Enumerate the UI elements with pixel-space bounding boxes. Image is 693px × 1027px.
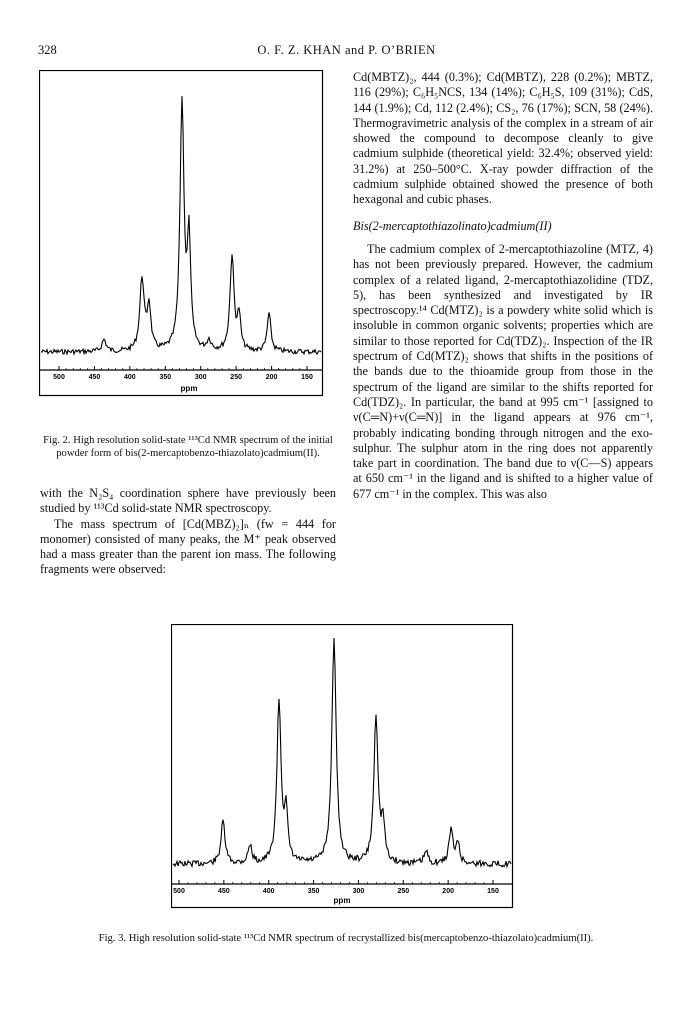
figure-3-tick-label: 200 (442, 888, 454, 895)
left-column (40, 486, 336, 578)
left-paragraph-1: with the N₂S₄ coordination sphere have previously been studied by ¹¹³Cd solid-state NMR spectroscopy. (40, 486, 336, 516)
figure-2-tick-label: 250 (230, 374, 242, 381)
figure-3-frame (172, 625, 513, 908)
figure-3-tick-label: 150 (487, 888, 499, 895)
figure-3-trace (173, 638, 511, 867)
figure-3-axis-label: ppm (333, 896, 351, 905)
figure-2-tick-label: 450 (88, 374, 101, 381)
figure-3-caption: Fig. 3. High resolution solid-state ¹¹³Cd NMR spectrum of recrystallized bis(mercaptobenzo-thiazolato)cadmium(II). (98, 933, 594, 944)
figure-2-tick-label: 150 (301, 374, 313, 381)
section-title: Bis(2-mercaptothiazolinato)cadmium(II) (353, 218, 552, 233)
figure-3-spectrum (171, 624, 515, 914)
figure-3 (171, 624, 515, 914)
figure-3-tick-label: 400 (262, 888, 275, 895)
running-title: O. F. Z. KHAN and P. O’BRIEN (257, 43, 436, 57)
figure-2-tick-label: 200 (265, 374, 278, 381)
figure-2-spectrum (39, 70, 335, 400)
figure-3-tick-label: 350 (307, 888, 320, 895)
figure-2-tick-label: 400 (124, 374, 136, 381)
figure-2-caption: Fig. 2. High resolution solid-state ¹¹³Cd NMR spectrum of the initial powder form of bis(2-mercaptobenzo-thiazolato)cadmium(II). (43, 435, 333, 459)
figure-2-axis-label: ppm (180, 384, 198, 393)
figure-3-tick-label: 300 (352, 888, 365, 895)
page-number: 328 (38, 43, 57, 57)
right-paragraph-2: The cadmium complex of 2-mercaptothiazoline (MTZ, 4) has not been previously prepared. However, the cadmium complex of a related ligand, 2-mercaptothiazolidine (TDZ, 5), has been synthesized and investigated by IR spectroscopy.¹⁴ Cd(MTZ)₂ is a powdery white solid which is insoluble in common organic solvents; properties which are similar to those reported for Cd(TDZ)₂. Inspection of the IR spectrum of Cd(MTZ)₂ shows that shifts in the positions of the bands due to the thioamide group from those in the spectrum of the ligand are similar to the shifts reported for Cd(TDZ)₂. In particular, the band at 995 cm⁻¹ [assigned to ν(C═N)+ν(C═N)] in the ligand appears at 976 cm⁻¹, probably indicating bonding through nitrogen and the exo-sulphur. The sulphur atom in the ring does not apparently take part in coordination. The band due to ν(C—S) appears at 650 cm⁻¹ in the ligand and is shifted to a higher value of 677 cm⁻¹ in the complex. This was also (353, 241, 653, 501)
left-paragraph-2: The mass spectrum of [Cd(MBZ)₂]ₙ (fw = 444 for monomer) consisted of many peaks, the M⁺ peak observed had a mass greater than the parent ion mass. The following fragments were observed: (40, 516, 336, 577)
page-header (0, 43, 693, 59)
figure-2-tick-label: 350 (159, 374, 172, 381)
figure-3-tick-label: 450 (218, 888, 230, 895)
right-paragraph-1: Cd(MBTZ)₂, 444 (0.3%); Cd(MBTZ), 228 (0.2%); MBTZ, 116 (29%); C₆H₅NCS, 134 (14%); C₆H₅S, 109 (31%); CdS, 144 (1.9%); Cd, 112 (2.4%); CS₂, 76 (17%); SCN, 58 (24%). Thermogravimetric analysis of the complex in a stream of air showed the compound to decompose cleanly to give cadmium sulphide (theoretical yield: 32.4%; observed yield: 31.2%) at 250–500°C. X-ray powder diffraction of the cadmium sulphide obtained showed the presence of both hexagonal and cubic phases. (353, 70, 653, 207)
figure-3-tick-label: 250 (397, 888, 410, 895)
figure-2-tick-label: 300 (194, 374, 207, 381)
figure-2-trace (41, 96, 321, 354)
right-column (353, 70, 653, 502)
figure-2-tick-label: 500 (53, 374, 65, 381)
figure-3-tick-label: 500 (173, 888, 185, 895)
figure-2 (39, 70, 335, 400)
